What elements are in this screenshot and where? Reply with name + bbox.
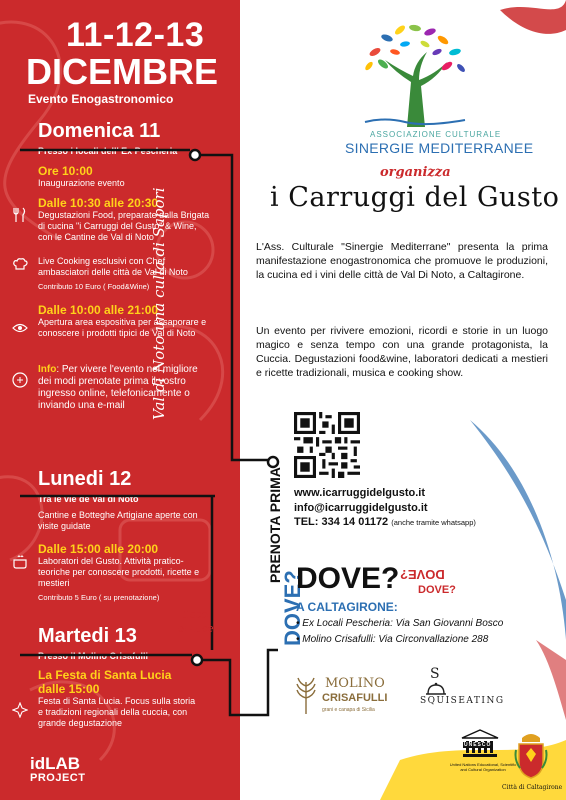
location-molino: • Molino Crisafulli: Via Circonvallazione 288 [296,634,489,645]
item-time: Dalle 10:00 alle 21:00 [38,303,159,317]
item-text: Festa di Santa Lucia. Focus sulla storia e tradizioni regionali della cuccia, con grande degustazione [38,696,196,728]
email-link[interactable]: info@icarruggidelgusto.it [294,501,428,514]
item-text: Laboratori del Gusto. Attività pratico-teoriche per conoscere prodotti, ricette e mestieri [38,556,200,588]
organizza-label: organizza [380,165,451,180]
item-text: Inaugurazione evento [38,178,125,188]
item-text: Cantine e Botteghe Artigiane aperte con visite guidate [38,510,198,531]
cocci-line1: Cocci [181,609,210,621]
event-title: i Carruggi del Gusto [270,182,560,213]
event-month: DICEMBRE [26,51,219,92]
squiseating-logo: SQUISEATING [420,696,505,706]
coat-of-arms-icon [514,730,548,782]
qr-code-icon[interactable] [294,412,360,478]
idlab-line2: PROJECT [30,772,86,784]
cocci-di-luce-label [178,608,213,636]
day-place-monday: Tra le vie de Val di Noto [38,494,139,504]
contacts-block [294,486,476,531]
item-time: Dalle 15:00 alle 20:00 [38,542,159,556]
squis-letter: S [430,666,440,682]
association-label: ASSOCIAZIONE CULTURALE [370,130,502,139]
tagline: Val di Noto una culla di Sapori [150,187,168,420]
info-label: Info [38,364,57,375]
citta-caltagirone-label: Città di Caltagirone [502,784,563,791]
molino-logo-line2: CRISAFULLI [322,692,388,704]
prenota-prima-label: PRENOTA PRIMA [267,467,283,583]
dove-flipped-label: DOVE? [400,567,445,582]
unesco-word: UNESCO [464,742,492,748]
item-time: La Festa di Santa Lucia dalle 15:00 [38,668,172,696]
item-text: Live Cooking esclusivi con Chef ambasciatori delle città de Val di Noto [38,256,188,277]
info-text: : Per vivere l'evento nel migliore dei modi prenotate prima il vostro ingresso online, telefonicamente o inviando una e-mail [38,364,198,411]
phone-number[interactable]: TEL: 334 14 01172 [294,516,389,528]
item-text: Apertura area espositiva per assaporare e conoscere i prodotti tipici de Val di Noto [38,317,207,338]
day-title-sunday: Domenica 11 [38,120,161,142]
day-place-sunday: Presso i locali dell' Ex Pescheria [38,146,178,156]
wheat-logo-icon [292,676,320,714]
day-place-tuesday: Presso il Molino Crisafulli [38,651,149,661]
event-dates: 11-12-13 [66,16,205,54]
tree-logo-icon [355,22,475,130]
idlab-line1: idLAB [30,754,81,773]
location-ex-pescheria: • Ex Locali Pescheria: Via San Giovanni Bosco [296,618,504,629]
day-title-monday: Lunedi 12 [38,468,132,490]
dove-vertical-label: DOVE? [280,570,305,646]
molino-logo-line1: MOLINO [325,676,385,691]
phone-line [294,515,476,531]
description-paragraph-2: Un evento per rivivere emozioni, ricordi e storie in un luogo magico e senza tempo con una grande protagonista, la Cuccia. Degustazioni food&wine, laboratori dedicati a mestieri e ricette tradizionali, musica e cooking show. [256,325,548,379]
cocci-line2: di Luce [178,623,214,635]
dove-title: DOVE? [296,562,400,595]
description-paragraph-1: L'Ass. Culturale "Sinergie Mediterrane" presenta la prima manifestazione enogastronomica che promuove le produzioni, la cucina ed i vini delle città de Val Di Noto, a Caltagirone. [256,241,548,281]
event-type: Evento Enogastronomico [28,92,174,106]
phone-note: (anche tramite whatsapp) [391,518,476,527]
cloche-icon [424,682,448,696]
item-time: Dalle 10:30 alle 20:30 [38,196,159,210]
item-note: Contributo 5 Euro ( su prenotazione) [38,593,160,602]
city-label: A CALTAGIRONE: [296,600,398,614]
item-time: Ore 10:00 [38,164,93,178]
item-note: Contributo 10 Euro ( Food&Wine) [38,282,150,291]
unesco-text: United Nations Educational, Scientific and Cultural Organization [449,762,517,772]
molino-logo-line3: grani e canapa di Sicilia [322,707,375,713]
website-link[interactable]: www.icarruggidelgusto.it [294,487,425,499]
item-text: Degustazioni Food, preparate dalla Brigata di cucina "i Carruggi del Gusto" & Wine, con le Cantine de Val di Noto [38,210,210,242]
association-name: SINERGIE MEDITERRANEE [345,140,534,156]
dove-small-label: DOVE? [418,584,456,596]
day-title-tuesday: Martedi 13 [38,625,137,647]
